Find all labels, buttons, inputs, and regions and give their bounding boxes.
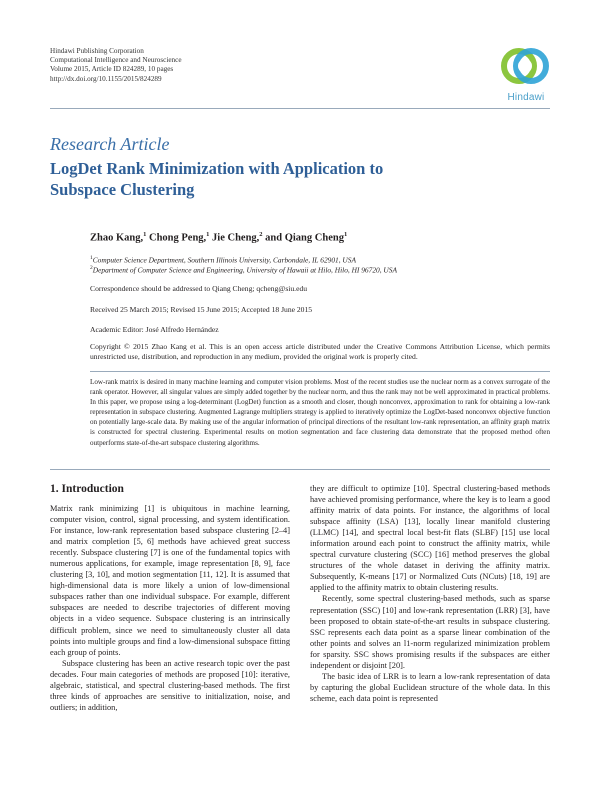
section-heading: 1. Introduction (50, 483, 124, 495)
author-name: Jie Cheng, (212, 232, 260, 244)
journal-name: Computational Intelligence and Neuroscience (50, 56, 182, 65)
dates: Received 25 March 2015; Revised 15 June 2015; Accepted 18 June 2015 (90, 305, 313, 314)
header-divider (50, 108, 550, 109)
aff-text: Computer Science Department, Southern Illinois University, Carbondale, IL 62901, USA (92, 255, 356, 265)
logo-text: Hindawi (507, 92, 545, 103)
academic-editor: Academic Editor: José Alfredo Hernández (90, 325, 219, 334)
body-column-left (50, 503, 290, 713)
title-line-1: LogDet Rank Minimization with Application to (50, 159, 384, 178)
paragraph: Recently, some spectral clustering-based methods, such as sparse representation (SSC) [10] and low-rank representation (LRR) [3], have been proposed to obtain state-of-the-art results in subspace clustering. SSC represents each data point as a sparse linear combination of the other points and solves an l1-norm regularized minimization problem for sparsity. SSC shows promising results if the subspaces are either independent or disjoint [20]. (310, 594, 550, 670)
author-list (90, 231, 347, 244)
author-name: Zhao Kang, (90, 232, 144, 244)
affiliation-2 (90, 264, 397, 274)
body-column-right (310, 483, 550, 704)
abstract: Low-rank matrix is desired in many machine learning and computer vision problems. Most of the recent studies use the nuclear norm as a convex surrogate of the rank operator. However, all singular values are simply added together by the nuclear norm, and thus the rank may not be well approximated in practical problems. In this paper, we propose using a log-determinant (LogDet) function as a smooth and closer, though nonconvex, approximation to rank for obtaining a low-rank representation in subspace clustering. Augmented Lagrange multipliers strategy is applied to iteratively optimize the LogDet-based nonconvex objective function on potentially large-scale data. By making use of the angular information of principal directions of the resultant low-rank representation, an affinity graph matrix is constructed for spectral clustering. Experimental results on motion segmentation and face clustering data demonstrate that the proposed method often outperforms state-of-the-art subspace clustering algorithms. (90, 378, 550, 447)
aff-text: Department of Computer Science and Engineering, University of Hawaii at Hilo, Hilo, HI 96720, USA (92, 265, 397, 275)
author-aff: 1 (143, 231, 147, 238)
affiliation-1 (90, 254, 356, 264)
title-line-2: Subspace Clustering (50, 180, 195, 199)
author-aff: 2 (259, 231, 263, 238)
article-type: Research Article (50, 134, 170, 154)
aff-num: 2 (90, 265, 93, 271)
doi-link[interactable]: http://dx.doi.org/10.1155/2015/824289 (50, 74, 162, 83)
author-aff: 1 (343, 231, 348, 238)
copyright-notice: Copyright © 2015 Zhao Kang et al. This is an open access article distributed under the Creative Commons Attribution License, which permits unrestricted use, distribution, and reproduction in any medium, provided the original work is properly cited. (90, 342, 550, 362)
page-title (50, 158, 550, 200)
abstract-divider (90, 371, 550, 372)
paragraph: they are difficult to optimize [10]. Spectral clustering-based methods have achieved promising performance, where the key is to learn a good affinity matrix of data points. For instance, the algorithms of local subspace affinity (LSA) [13], locally linear manifold clustering (LLMC) [14], and spectral local best-fit flats (SLBF) [15] use local information around each point to construct the affinity matrix, while spectral curvature clustering (SCC) [16] method preserves the global structures of the whole dataset in deriving the affinity matrix. Subsequently, K-means [17] or Normalized Cuts (NCuts) [18, 19] are applied to the affinity matrix to obtain clustering results. (310, 484, 550, 593)
journal-header (50, 47, 310, 84)
author-name: and Qiang Cheng (265, 232, 344, 244)
volume-info: Volume 2015, Article ID 824289, 10 pages (50, 65, 174, 74)
paragraph: The basic idea of LRR is to learn a low-rank representation of data by capturing the global Euclidean structure of the whole data. In this scheme, each data point is represented (310, 671, 550, 703)
paragraph: Subspace clustering has been an active research topic over the past decades. Four main categories of methods are proposed [10]: iterative, algebraic, statistical, and spectral clustering-based methods. The first three kinds of approaches are sensitive to initialization, noise, and outliers; in addition, (50, 658, 290, 712)
author-name: Chong Peng, (148, 232, 207, 244)
author-aff: 1 (206, 231, 210, 238)
publisher: Hindawi Publishing Corporation (50, 47, 144, 55)
body-divider (50, 469, 550, 470)
paragraph: Matrix rank minimizing [1] is ubiquitous in machine learning, computer vision, control, signal processing, and system identification. For instance, low-rank representation based subspace clustering [2–4] and matrix completion [5, 6] methods have achieved great success recently. Subspace clustering [7] is one of the fundamental topics with numerous applications, for example, image representation [8, 9], face clustering [3, 10], and motion segmentation [11, 12]. It is assumed that high-dimensional data is more likely a union of low-dimensional subspaces rather than one individual subspace. For example, different subspaces are needed to describe trajectories of different moving objects in a video sequence. Subspace clustering is an intrinsically difficult problem, since we need to simultaneously cluster all data points into multiple groups and find a low-dimensional subspace fitting each group of points. (50, 504, 290, 657)
correspondence: Correspondence should be addressed to Qiang Cheng; qcheng@siu.edu (90, 284, 308, 293)
aff-num: 1 (90, 255, 93, 261)
